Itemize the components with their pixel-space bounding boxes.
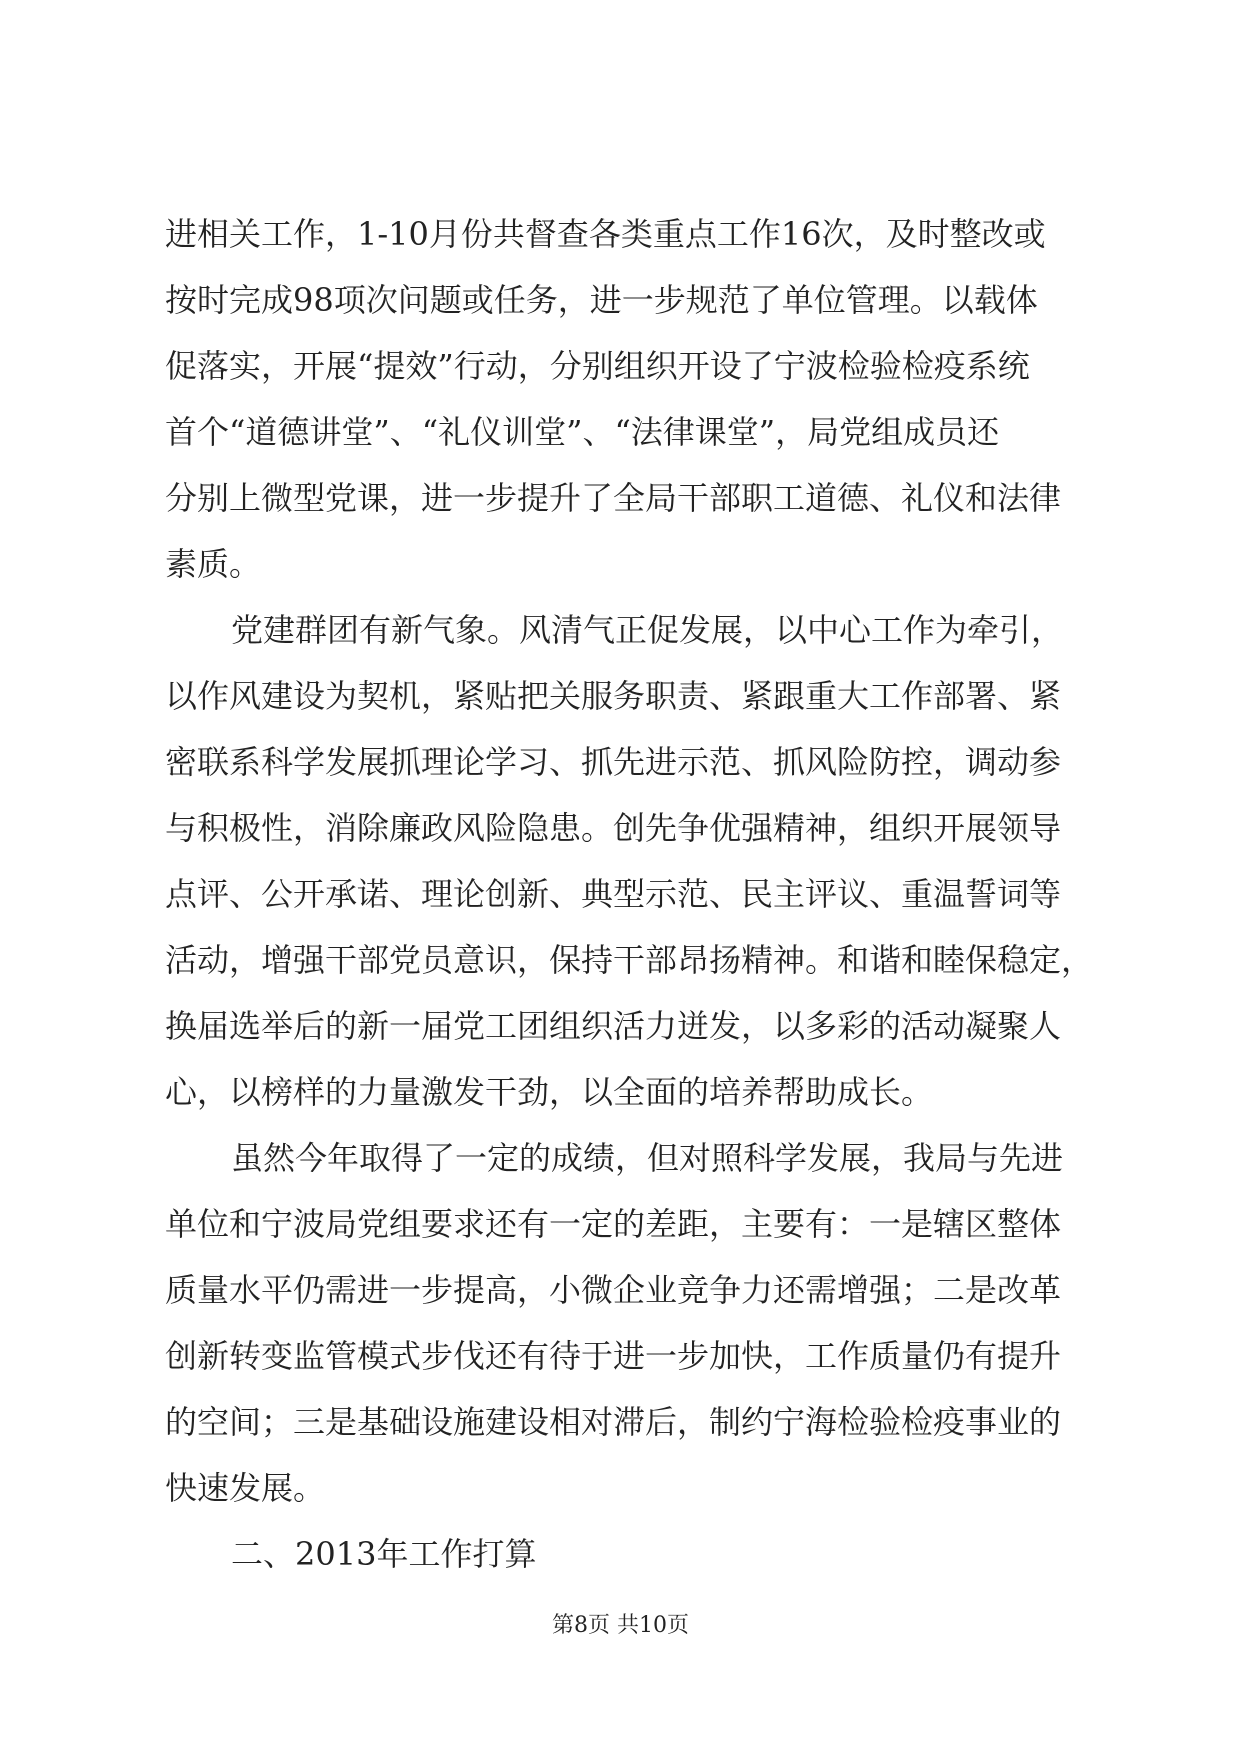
text-line: 质量水平仍需进一步提高，小微企业竞争力还需增强；二是改革: [165, 1271, 1062, 1309]
text-line: 密联系科学发展抓理论学习、抓先进示范、抓风险防控，调动参: [165, 743, 1062, 781]
text-line: 进相关工作，1-10月份共督查各类重点工作16次，及时整改或: [165, 215, 1046, 253]
text-line: 的空间；三是基础设施建设相对滞后，制约宁海检验检疫事业的: [165, 1403, 1062, 1441]
text-line: 首个“道德讲堂”、“礼仪训堂”、“法律课堂”，局党组成员还: [165, 413, 1000, 451]
text-line: 换届选举后的新一届党工团组织活力迸发，以多彩的活动凝聚人: [165, 1007, 1062, 1045]
text-line: 单位和宁波局党组要求还有一定的差距，主要有：一是辖区整体: [165, 1205, 1062, 1243]
text-line: 分别上微型党课，进一步提升了全局干部职工道德、礼仪和法律: [165, 479, 1062, 517]
text-line: 与积极性，消除廉政风险隐患。创先争优强精神，组织开展领导: [165, 809, 1062, 847]
text-line: 以作风建设为契机，紧贴把关服务职责、紧跟重大工作部署、紧: [165, 677, 1062, 715]
text-line: 按时完成98项次问题或任务，进一步规范了单位管理。以载体: [165, 281, 1038, 319]
text-line: 创新转变监管模式步伐还有待于进一步加快，工作质量仍有提升: [165, 1337, 1062, 1375]
paragraph-start-line: 党建群团有新气象。风清气正促发展，以中心工作为牵引，: [231, 611, 1064, 649]
text-line: 素质。: [165, 545, 262, 583]
page-number-footer: 第8页 共10页: [552, 1613, 689, 1638]
text-line: 活动，增强干部党员意识，保持干部昂扬精神。和谐和睦保稳定，: [165, 941, 1094, 979]
section-heading: 二、2013年工作打算: [231, 1535, 537, 1573]
paragraph-start-line: 虽然今年取得了一定的成绩，但对照科学发展，我局与先进: [231, 1139, 1064, 1177]
text-line: 心，以榜样的力量激发干劲，以全面的培养帮助成长。: [165, 1073, 934, 1111]
text-line: 点评、公开承诺、理论创新、典型示范、民主评议、重温誓词等: [165, 875, 1062, 913]
text-line: 促落实，开展“提效”行动，分别组织开设了宁波检验检疫系统: [165, 347, 1030, 385]
text-line: 快速发展。: [165, 1469, 326, 1507]
